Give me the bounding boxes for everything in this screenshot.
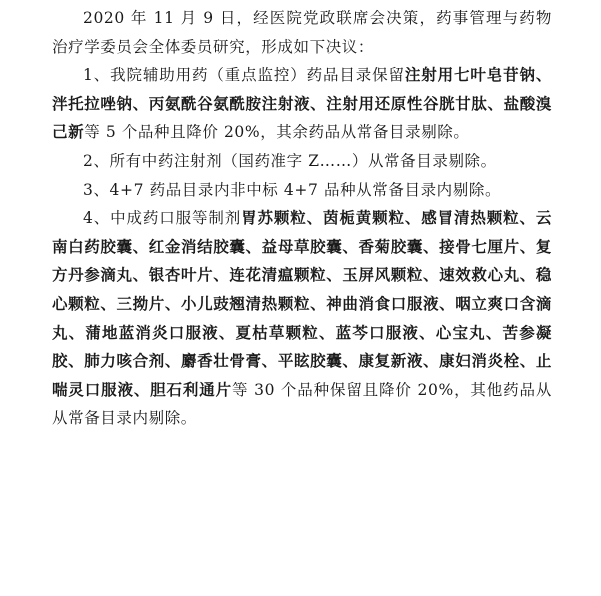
paragraph-intro <box>52 4 552 61</box>
item-4-tail: 等 30 个品种保留且降价 20%，其他药品从从常备目录内剔除。 <box>52 380 552 428</box>
item-1-lead: 1、我院辅助用药（重点监控）药品目录保留 <box>83 66 405 85</box>
item-4-retained-drugs: 胃苏颗粒、茵栀黄颗粒、感冒清热颗粒、云南白药胶囊、红金消结胶囊、益母草胶囊、香菊胶囊、接骨七厘片、复方丹参滴丸、银杏叶片、连花清瘟颗粒、玉屏风颗粒、速效救心丸、稳心颗粒、三拗片、小儿豉翘清热颗粒、神曲消食口服液、咽立爽口含滴丸、蒲地蓝消炎口服液、夏枯草颗粒、蓝芩口服液、心宝丸、苦参凝胶、肺力咳合剂、麝香壮骨膏、平眩胶囊、康复新液、康妇消炎栓、止喘灵口服液、胆石利通片 <box>52 208 552 399</box>
intro-text: 2020 年 11 月 9 日，经医院党政联席会决策，药事管理与药物治疗学委员会全体委员研究，形成如下决议： <box>52 9 552 56</box>
decision-document <box>52 4 552 433</box>
item-1-tail: 等 5 个品种且降价 20%，其余药品从常备目录剔除。 <box>84 123 470 142</box>
item-2-text: 2、所有中药注射剂（国药准字 Z……）从常备目录剔除。 <box>83 151 497 170</box>
paragraph-item-1 <box>52 61 552 147</box>
paragraph-item-3 <box>52 176 552 205</box>
paragraph-item-2 <box>52 147 552 176</box>
paragraph-item-4 <box>52 204 552 433</box>
item-1-retained-drugs: 注射用七叶皂苷钠、泮托拉唑钠、丙氨酰谷氨酰胺注射液、注射用还原性谷胱甘肽、盐酸溴己新 <box>52 65 552 142</box>
item-3-text: 3、4+7 药品目录内非中标 4+7 品种从常备目录内剔除。 <box>83 180 502 199</box>
item-4-lead: 4、中成药口服等制剂 <box>83 209 242 228</box>
